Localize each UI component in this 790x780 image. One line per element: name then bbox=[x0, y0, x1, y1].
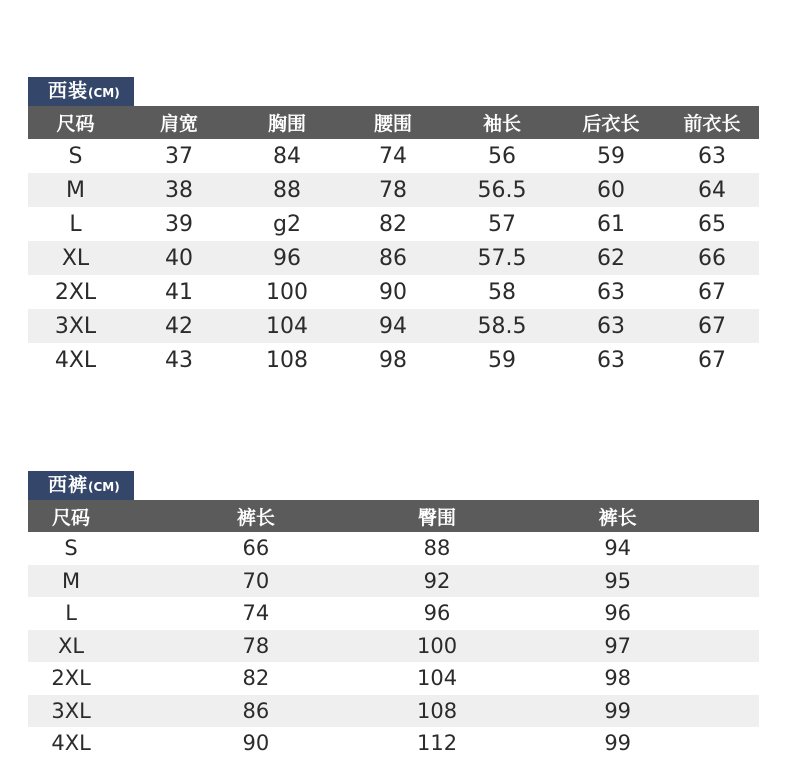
table-row bbox=[28, 241, 759, 275]
suit-cell-back-length: 60 bbox=[597, 177, 625, 203]
suit-cell-shoulder: 41 bbox=[165, 279, 193, 305]
suit-cell-sleeve: 59 bbox=[488, 347, 516, 373]
suit-cell-waist: 94 bbox=[379, 313, 407, 339]
suit-cell-shoulder: 40 bbox=[165, 245, 193, 271]
pants-size-table bbox=[28, 471, 759, 760]
pants-cell-size: XL bbox=[58, 633, 85, 658]
suit-size-table bbox=[28, 77, 759, 377]
table-row bbox=[28, 343, 759, 377]
suit-cell-shoulder: 37 bbox=[165, 143, 193, 169]
suit-cell-waist: 98 bbox=[379, 347, 407, 373]
table-row bbox=[28, 630, 759, 663]
suit-cell-back-length: 63 bbox=[597, 279, 625, 305]
pants-title-text: 西裤 bbox=[48, 474, 89, 496]
suit-cell-front-length: 65 bbox=[698, 211, 726, 237]
suit-cell-sleeve: 56 bbox=[488, 143, 516, 169]
suit-cell-size: 4XL bbox=[54, 347, 97, 373]
suit-header-waist: 腰围 bbox=[373, 113, 412, 135]
suit-cell-chest: 84 bbox=[273, 143, 301, 169]
suit-cell-size: M bbox=[66, 177, 85, 203]
suit-cell-waist: 90 bbox=[379, 279, 407, 305]
pants-header-length: 裤长 bbox=[236, 506, 275, 529]
suit-cell-waist: 82 bbox=[379, 211, 407, 237]
table-row bbox=[28, 207, 759, 241]
suit-cell-size: XL bbox=[61, 245, 90, 271]
pants-cell-length: 82 bbox=[242, 666, 270, 691]
pants-header-row bbox=[28, 500, 759, 532]
table-row bbox=[28, 662, 759, 695]
pants-cell-size: L bbox=[65, 601, 77, 626]
suit-header-sleeve: 袖长 bbox=[482, 113, 521, 135]
pants-cell-length-2: 97 bbox=[604, 633, 632, 658]
pants-cell-length: 66 bbox=[242, 536, 270, 561]
suit-cell-front-length: 63 bbox=[698, 143, 726, 169]
suit-cell-back-length: 61 bbox=[597, 211, 625, 237]
suit-cell-front-length: 67 bbox=[698, 313, 726, 339]
suit-cell-sleeve: 58.5 bbox=[477, 313, 527, 339]
suit-header-row bbox=[28, 106, 759, 139]
suit-title-text: 西装 bbox=[48, 80, 89, 102]
pants-cell-length: 78 bbox=[242, 633, 270, 658]
pants-cell-hip: 108 bbox=[416, 698, 458, 723]
pants-cell-length-2: 98 bbox=[604, 666, 632, 691]
pants-table-title bbox=[28, 471, 134, 500]
suit-cell-back-length: 62 bbox=[597, 245, 625, 271]
pants-cell-length: 70 bbox=[242, 568, 270, 593]
pants-unit: (CM) bbox=[88, 480, 120, 494]
table-row bbox=[28, 695, 759, 728]
table-row bbox=[28, 139, 759, 173]
suit-cell-size: S bbox=[68, 143, 83, 169]
pants-cell-hip: 92 bbox=[423, 568, 451, 593]
suit-cell-chest: 100 bbox=[266, 279, 308, 305]
suit-cell-front-length: 67 bbox=[698, 279, 726, 305]
table-row bbox=[28, 275, 759, 309]
suit-cell-size: 3XL bbox=[54, 313, 97, 339]
suit-table-body bbox=[28, 139, 759, 377]
suit-cell-chest: 108 bbox=[266, 347, 308, 373]
suit-cell-chest: 96 bbox=[273, 245, 301, 271]
pants-cell-size: 2XL bbox=[51, 666, 91, 691]
suit-unit: (CM) bbox=[88, 86, 120, 100]
suit-cell-size: 2XL bbox=[54, 279, 97, 305]
suit-cell-sleeve: 56.5 bbox=[477, 177, 527, 203]
pants-cell-size: S bbox=[64, 536, 78, 561]
suit-cell-waist: 86 bbox=[379, 245, 407, 271]
suit-cell-waist: 74 bbox=[379, 143, 407, 169]
suit-header-size: 尺码 bbox=[56, 113, 95, 135]
suit-header-front-length: 前衣长 bbox=[683, 113, 741, 135]
pants-cell-length-2: 99 bbox=[604, 698, 632, 723]
pants-header-size: 尺码 bbox=[52, 506, 91, 529]
pants-cell-hip: 104 bbox=[416, 666, 458, 691]
pants-cell-hip: 88 bbox=[423, 536, 451, 561]
suit-cell-chest: 88 bbox=[273, 177, 301, 203]
suit-cell-front-length: 64 bbox=[698, 177, 726, 203]
table-row bbox=[28, 565, 759, 598]
suit-cell-waist: 78 bbox=[379, 177, 407, 203]
pants-cell-hip: 100 bbox=[416, 633, 458, 658]
suit-cell-shoulder: 42 bbox=[165, 313, 193, 339]
pants-cell-length-2: 99 bbox=[604, 731, 632, 756]
pants-cell-hip: 112 bbox=[416, 731, 458, 756]
suit-cell-size: L bbox=[69, 211, 82, 237]
pants-header-hip: 臀围 bbox=[418, 506, 457, 529]
pants-cell-length-2: 94 bbox=[604, 536, 632, 561]
pants-cell-length: 90 bbox=[242, 731, 270, 756]
suit-cell-shoulder: 38 bbox=[165, 177, 193, 203]
table-row bbox=[28, 597, 759, 630]
suit-cell-back-length: 63 bbox=[597, 347, 625, 373]
pants-cell-length: 74 bbox=[242, 601, 270, 626]
pants-cell-length: 86 bbox=[242, 698, 270, 723]
suit-cell-front-length: 67 bbox=[698, 347, 726, 373]
pants-cell-size: 3XL bbox=[51, 698, 91, 723]
suit-table-title bbox=[28, 77, 134, 106]
table-row bbox=[28, 727, 759, 760]
suit-cell-chest: 104 bbox=[266, 313, 308, 339]
suit-cell-sleeve: 57 bbox=[488, 211, 516, 237]
suit-header-shoulder: 肩宽 bbox=[159, 113, 198, 135]
suit-cell-back-length: 59 bbox=[597, 143, 625, 169]
pants-cell-length-2: 96 bbox=[604, 601, 632, 626]
pants-cell-hip: 96 bbox=[423, 601, 451, 626]
suit-cell-sleeve: 58 bbox=[488, 279, 516, 305]
suit-cell-chest: g2 bbox=[273, 211, 301, 237]
suit-cell-front-length: 66 bbox=[698, 245, 726, 271]
table-row bbox=[28, 173, 759, 207]
suit-cell-sleeve: 57.5 bbox=[477, 245, 527, 271]
suit-cell-shoulder: 39 bbox=[165, 211, 193, 237]
pants-cell-length-2: 95 bbox=[604, 568, 632, 593]
table-row bbox=[28, 532, 759, 565]
table-row bbox=[28, 309, 759, 343]
suit-header-back-length: 后衣长 bbox=[582, 113, 640, 135]
pants-cell-size: M bbox=[61, 568, 81, 593]
pants-header-length-2: 裤长 bbox=[598, 506, 637, 529]
suit-cell-back-length: 63 bbox=[597, 313, 625, 339]
pants-table-body bbox=[28, 532, 759, 760]
pants-cell-size: 4XL bbox=[51, 731, 91, 756]
suit-header-chest: 胸围 bbox=[267, 113, 306, 135]
suit-cell-shoulder: 43 bbox=[165, 347, 193, 373]
